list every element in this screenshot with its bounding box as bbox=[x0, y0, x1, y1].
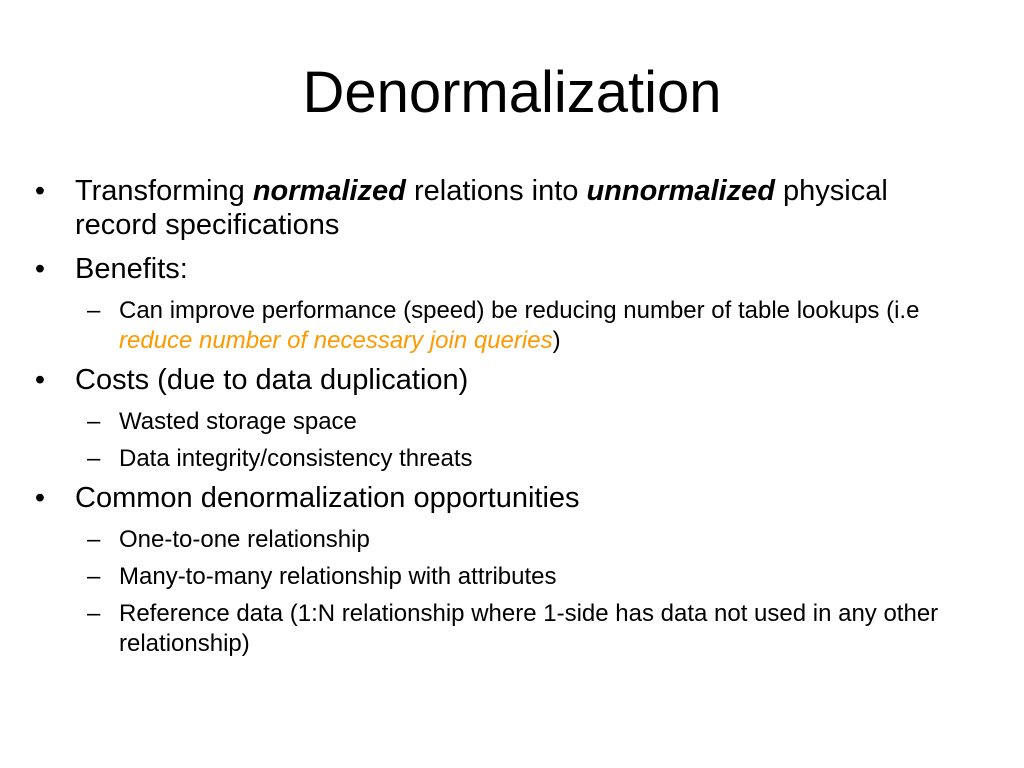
sub-text: One-to-one relationship bbox=[119, 526, 370, 553]
highlight-join-queries: reduce number of necessary join queries bbox=[119, 327, 553, 354]
sub-marker: – bbox=[87, 445, 101, 472]
bullet-marker: • bbox=[34, 364, 46, 396]
bullet-marker: • bbox=[34, 175, 46, 207]
sub-text: Data integrity/consistency threats bbox=[119, 445, 473, 472]
bullet-marker: • bbox=[34, 253, 46, 285]
sub-marker: – bbox=[87, 600, 101, 627]
bullet-text: Costs (due to data duplication) bbox=[75, 364, 469, 396]
sub-marker: – bbox=[87, 526, 101, 553]
emphasis-unnormalized: unnormalized bbox=[586, 175, 775, 207]
bullet-list bbox=[30, 174, 950, 666]
sub-marker: – bbox=[87, 297, 101, 324]
sub-item-one-to-one bbox=[30, 525, 950, 555]
sub-item-performance bbox=[30, 296, 950, 356]
sub-item-integrity bbox=[30, 444, 950, 474]
sub-text: Wasted storage space bbox=[119, 408, 357, 435]
sub-item-storage bbox=[30, 407, 950, 437]
bullet-item-opportunities bbox=[30, 481, 950, 515]
emphasis-normalized: normalized bbox=[252, 175, 406, 207]
segment-text: Transforming bbox=[75, 175, 253, 207]
segment-text: physical record specifications bbox=[75, 175, 888, 241]
slide-title: Denormalization bbox=[302, 60, 722, 125]
bullet-item-costs bbox=[30, 363, 950, 397]
segment-text: ) bbox=[552, 327, 561, 354]
bullet-item-benefits bbox=[30, 252, 950, 286]
bullet-marker: • bbox=[34, 482, 46, 514]
sub-item-many-to-many bbox=[30, 562, 950, 592]
bullet-item-transforming bbox=[30, 174, 950, 242]
segment-text: relations into bbox=[405, 175, 587, 207]
bullet-text: Benefits: bbox=[75, 253, 188, 285]
sub-marker: – bbox=[87, 408, 101, 435]
sub-text: Reference data (1:N relationship where 1-side has data not used in any other relationship) bbox=[119, 600, 939, 657]
sub-item-reference-data bbox=[30, 599, 950, 659]
sub-marker: – bbox=[87, 563, 101, 590]
sub-text: Many-to-many relationship with attributes bbox=[119, 563, 557, 590]
segment-text: Can improve performance (speed) be reducing number of table lookups (i.e bbox=[119, 297, 920, 324]
bullet-text: Common denormalization opportunities bbox=[75, 482, 580, 514]
